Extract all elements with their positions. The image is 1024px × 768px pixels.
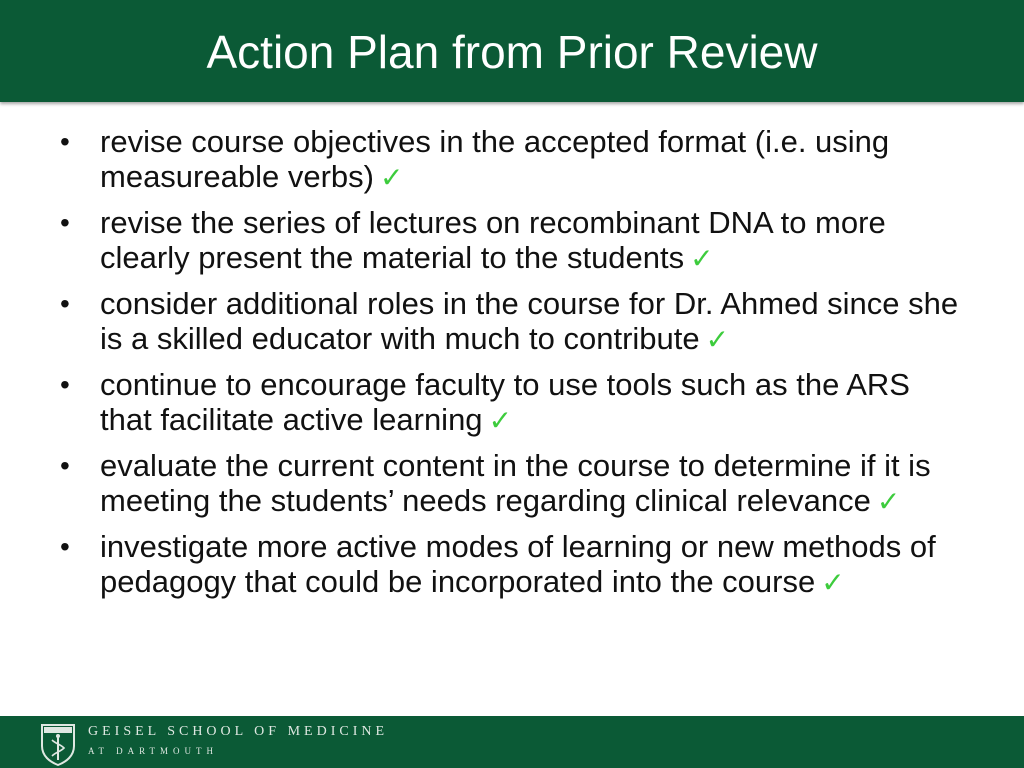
bullet-icon: • bbox=[60, 126, 70, 157]
bullet-list bbox=[58, 124, 968, 610]
checkmark-icon: ✓ bbox=[379, 162, 404, 193]
bullet-text: revise course objectives in the accepted format (i.e. using measureable verbs) bbox=[100, 124, 890, 194]
list-item bbox=[58, 205, 968, 276]
checkmark-icon: ✓ bbox=[821, 567, 845, 598]
school-seal-icon bbox=[40, 722, 76, 766]
school-name: GEISEL SCHOOL OF MEDICINE bbox=[88, 724, 389, 739]
bullet-text: investigate more active modes of learning or new methods of pedagogy that could be incorporated into the course bbox=[100, 529, 936, 599]
slide-title: Action Plan from Prior Review bbox=[206, 26, 818, 78]
checkmark-icon: ✓ bbox=[876, 486, 901, 517]
school-subtitle: AT DARTMOUTH bbox=[88, 746, 219, 756]
bullet-text: revise the series of lectures on recombinant DNA to more clearly present the material to the students bbox=[100, 205, 886, 275]
bullet-text: consider additional roles in the course for Dr. Ahmed since she is a skilled educator with much to contribute bbox=[100, 286, 959, 356]
title-bar bbox=[0, 0, 1024, 102]
bullet-icon: • bbox=[60, 369, 70, 400]
bullet-text: continue to encourage faculty to use tools such as the ARS that facilitate active learning bbox=[100, 367, 910, 437]
bullet-icon: • bbox=[60, 531, 70, 562]
checkmark-icon: ✓ bbox=[690, 243, 714, 274]
bullet-icon: • bbox=[60, 450, 70, 481]
checkmark-icon: ✓ bbox=[705, 324, 730, 355]
list-item bbox=[58, 448, 968, 519]
list-item bbox=[58, 367, 968, 438]
bullet-icon: • bbox=[60, 288, 70, 319]
list-item bbox=[58, 124, 968, 195]
list-item bbox=[58, 286, 968, 357]
bullet-text: evaluate the current content in the course to determine if it is meeting the students’ needs regarding clinical relevance bbox=[100, 448, 931, 518]
checkmark-icon: ✓ bbox=[488, 405, 513, 436]
bullet-icon: • bbox=[60, 207, 70, 238]
list-item bbox=[58, 529, 968, 600]
